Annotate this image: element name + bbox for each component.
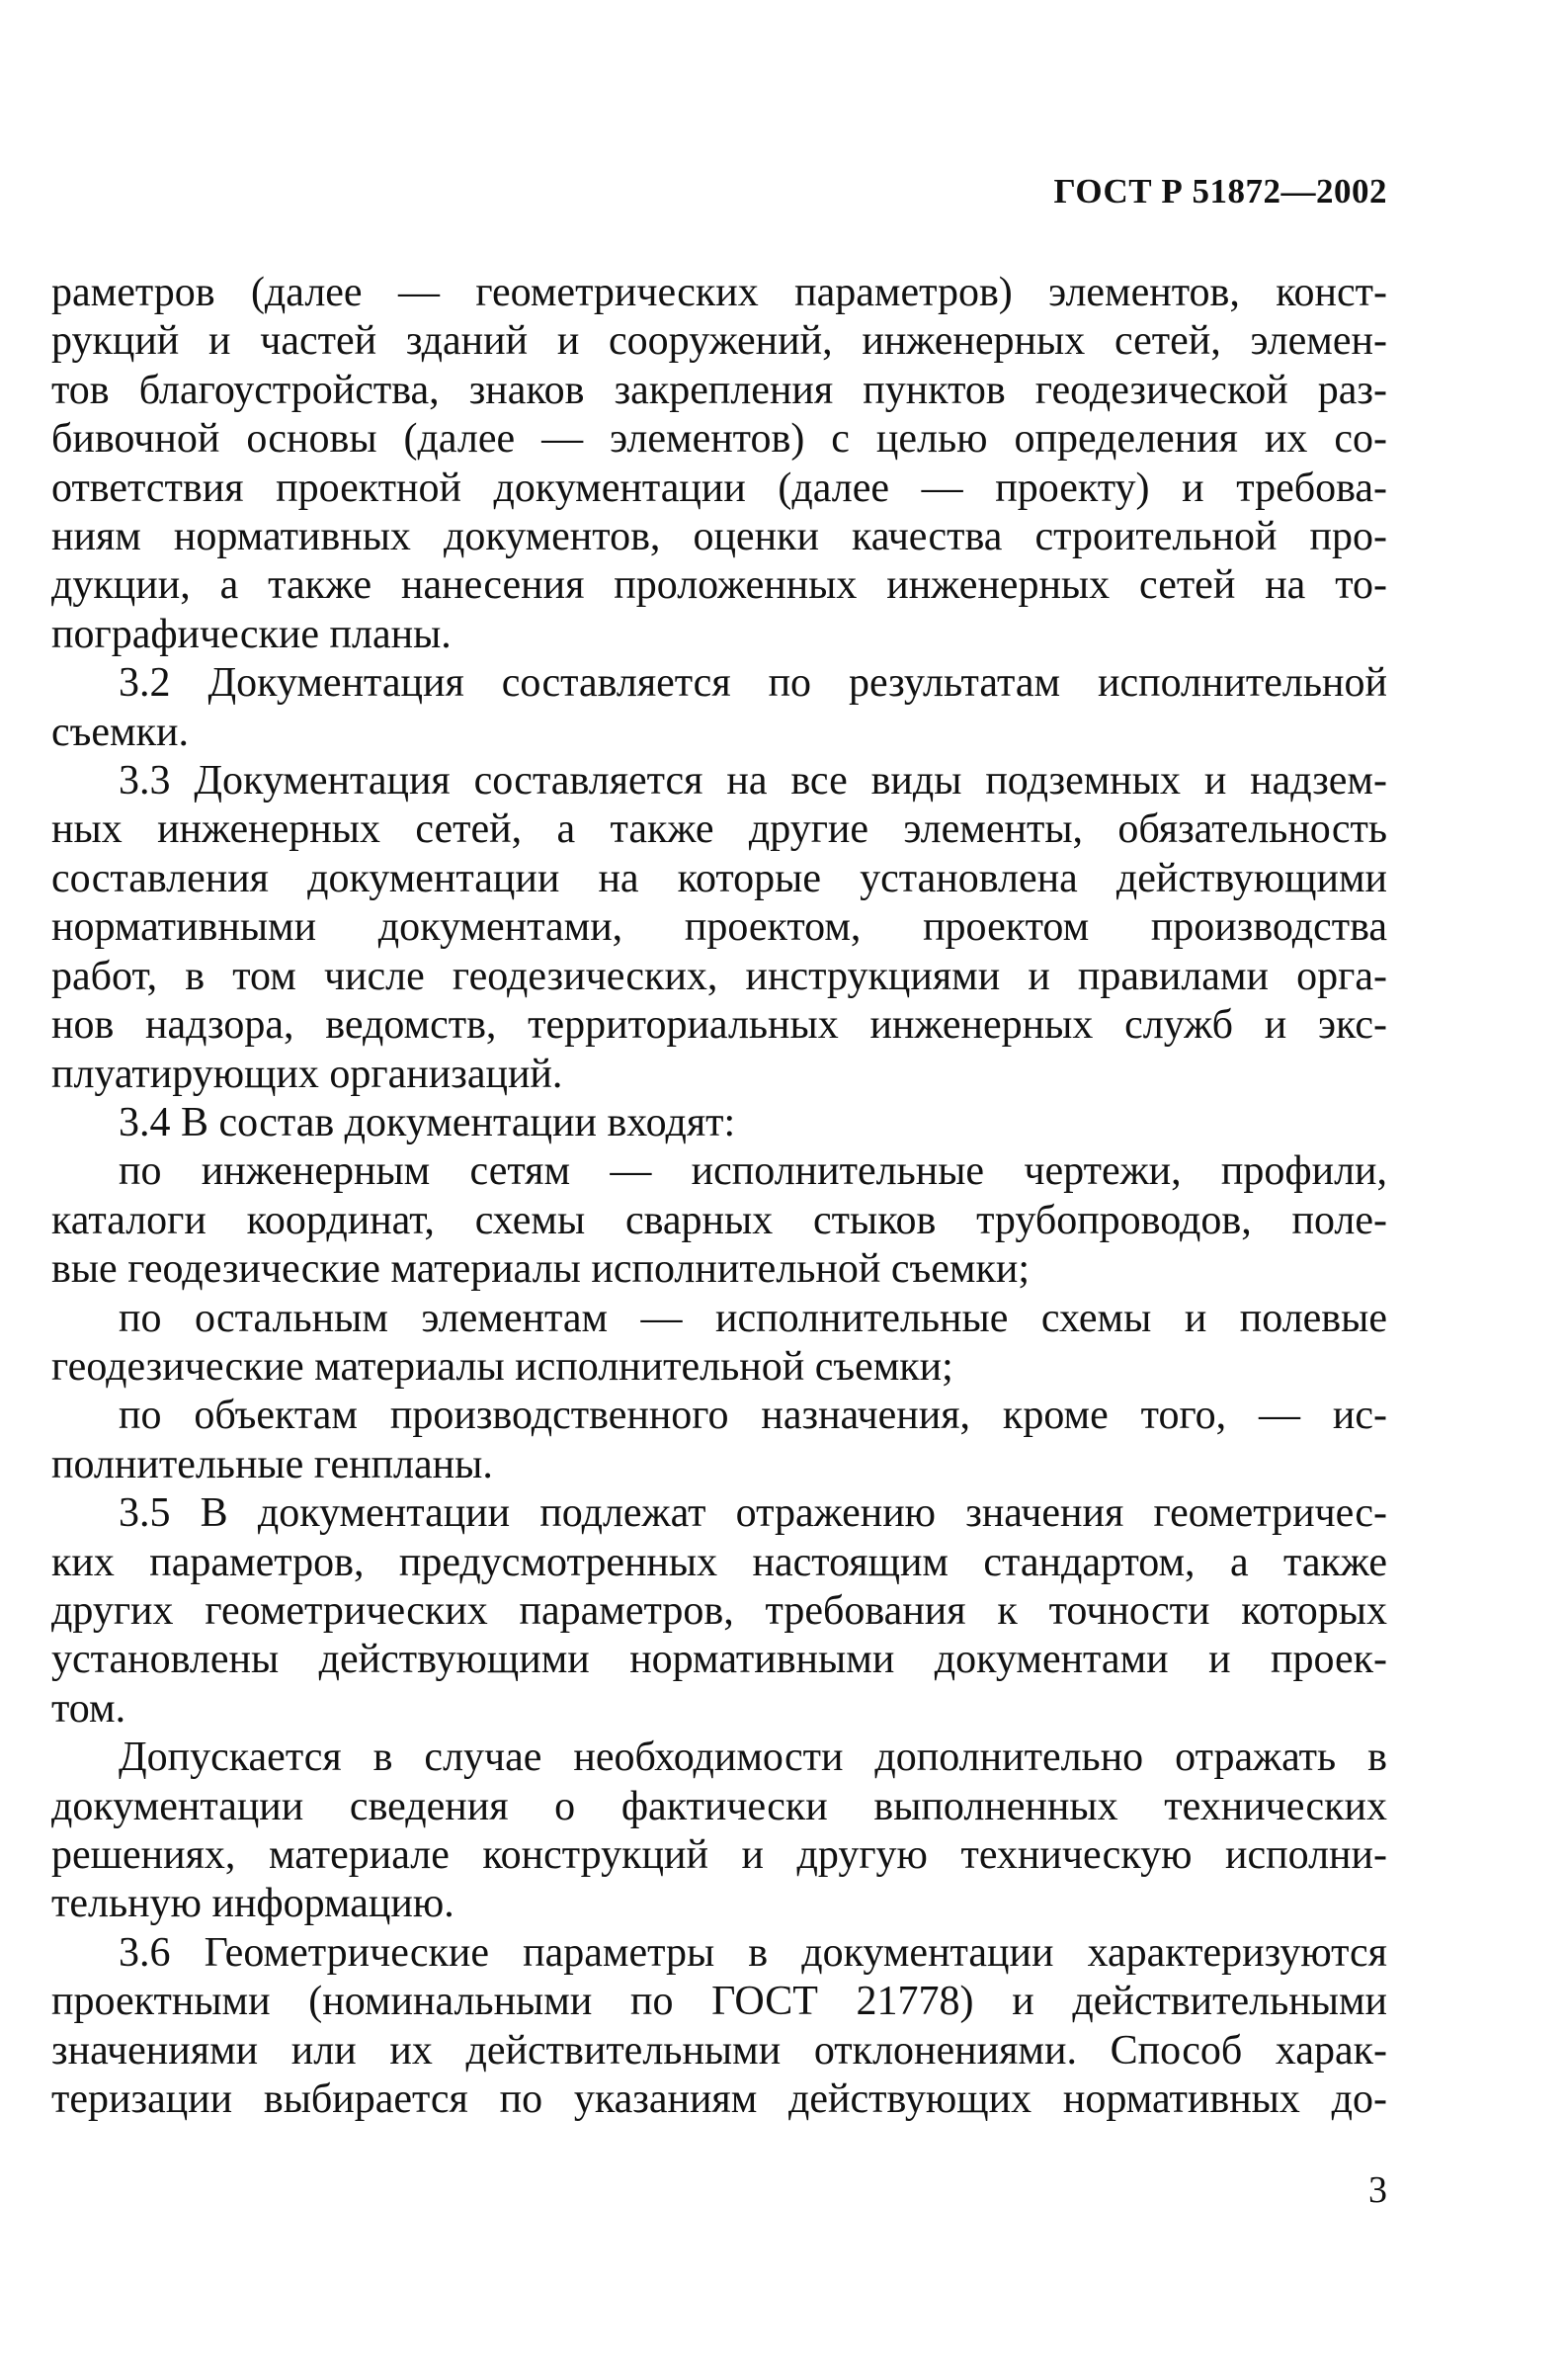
text-line: ных инженерных сетей, а также другие элементы, обязательность [51,806,1387,853]
text-line: ниям нормативных документов, оценки качества строительной про- [51,514,1387,560]
paragraph-3-3 [51,757,1387,1099]
paragraph-3-4-industrial [51,1392,1387,1489]
standard-code-header: ГОСТ Р 51872—2002 [1053,172,1387,211]
text-line: вые геодезические материалы исполнительной съемки; [51,1246,1031,1293]
text-line: по инженерным сетям — исполнительные чертежи, профили, [119,1148,1387,1195]
paragraph-3-5-addendum [51,1734,1387,1929]
text-line: нормативными документами, проектом, проектом производства [51,904,1387,951]
text-line: раметров (далее — геометрических параметров) элементов, конст- [51,270,1387,315]
text-line: тельную информацию. [51,1881,454,1927]
paragraph-3-6 [51,1929,1387,2125]
text-line: 3.5 В документации подлежат отражению значения геометричес- [119,1490,1387,1537]
text-line: пографические планы. [51,611,452,657]
text-line: проектными (номинальными по ГОСТ 21778) и действительными [51,1979,1387,2025]
text-line: геодезические материалы исполнительной съемки; [51,1343,953,1390]
text-line: установлены действующими нормативными документами и проек- [51,1637,1387,1683]
paragraph-3-4-other-elements [51,1295,1387,1393]
text-line: съемки. [51,709,189,755]
text-line: ответствия проектной документации (далее — проекту) и требова- [51,465,1387,511]
paragraph-continuation [51,269,1387,659]
text-line: дукции, а также нанесения проложенных инженерных сетей на то- [51,562,1387,609]
text-line: полнительные генпланы. [51,1441,493,1487]
text-line: значениями или их действительными отклонениями. Способ харак- [51,2027,1387,2074]
text-line: бивочной основы (далее — элементов) с целью определения их со- [51,416,1387,463]
text-line: работ, в том числе геодезических, инструкциями и правилами орга- [51,953,1387,999]
text-line: плуатирующих организаций. [51,1051,563,1097]
text-line: том. [51,1685,126,1732]
text-line: теризации выбирается по указаниям действующих нормативных до- [51,2076,1387,2123]
text-line: 3.6 Геометрические параметры в документации характеризуются [119,1929,1387,1976]
text-line: каталоги координат, схемы сварных стыков трубопроводов, поле- [51,1197,1387,1243]
text-line: Допускается в случае необходимости дополнительно отражать в [119,1735,1387,1781]
text-line: нов надзора, ведомств, территориальных инженерных служб и экс- [51,1002,1387,1049]
body-text [51,269,1387,2124]
text-line: 3.3 Документация составляется на все виды подземных и надзем- [119,758,1387,804]
text-line: ких параметров, предусмотренных настоящим стандартом, а также [51,1539,1387,1585]
text-line: по остальным элементам — исполнительные схемы и полевые [119,1295,1387,1341]
paragraph-3-5 [51,1489,1387,1734]
text-line: решениях, материале конструкций и другую техническую исполни- [51,1832,1387,1878]
text-line: 3.4 В состав документации входят: [119,1099,736,1145]
paragraph-3-4 [51,1099,1387,1147]
page-number: 3 [1368,2169,1387,2211]
text-line: составления документации на которые установлена действующими [51,855,1387,901]
paragraph-3-2 [51,659,1387,757]
text-line: тов благоустройства, знаков закрепления пунктов геодезической раз- [51,367,1387,413]
text-line: рукций и частей зданий и сооружений, инженерных сетей, элемен- [51,318,1387,365]
text-line: документации сведения о фактически выполненных технических [51,1783,1387,1829]
text-line: по объектам производственного назначения, кроме того, — ис- [119,1393,1387,1439]
text-line: других геометрических параметров, требования к точности которых [51,1587,1387,1634]
paragraph-3-4-networks [51,1147,1387,1294]
text-line: 3.2 Документация составляется по результатам исполнительной [119,660,1387,707]
